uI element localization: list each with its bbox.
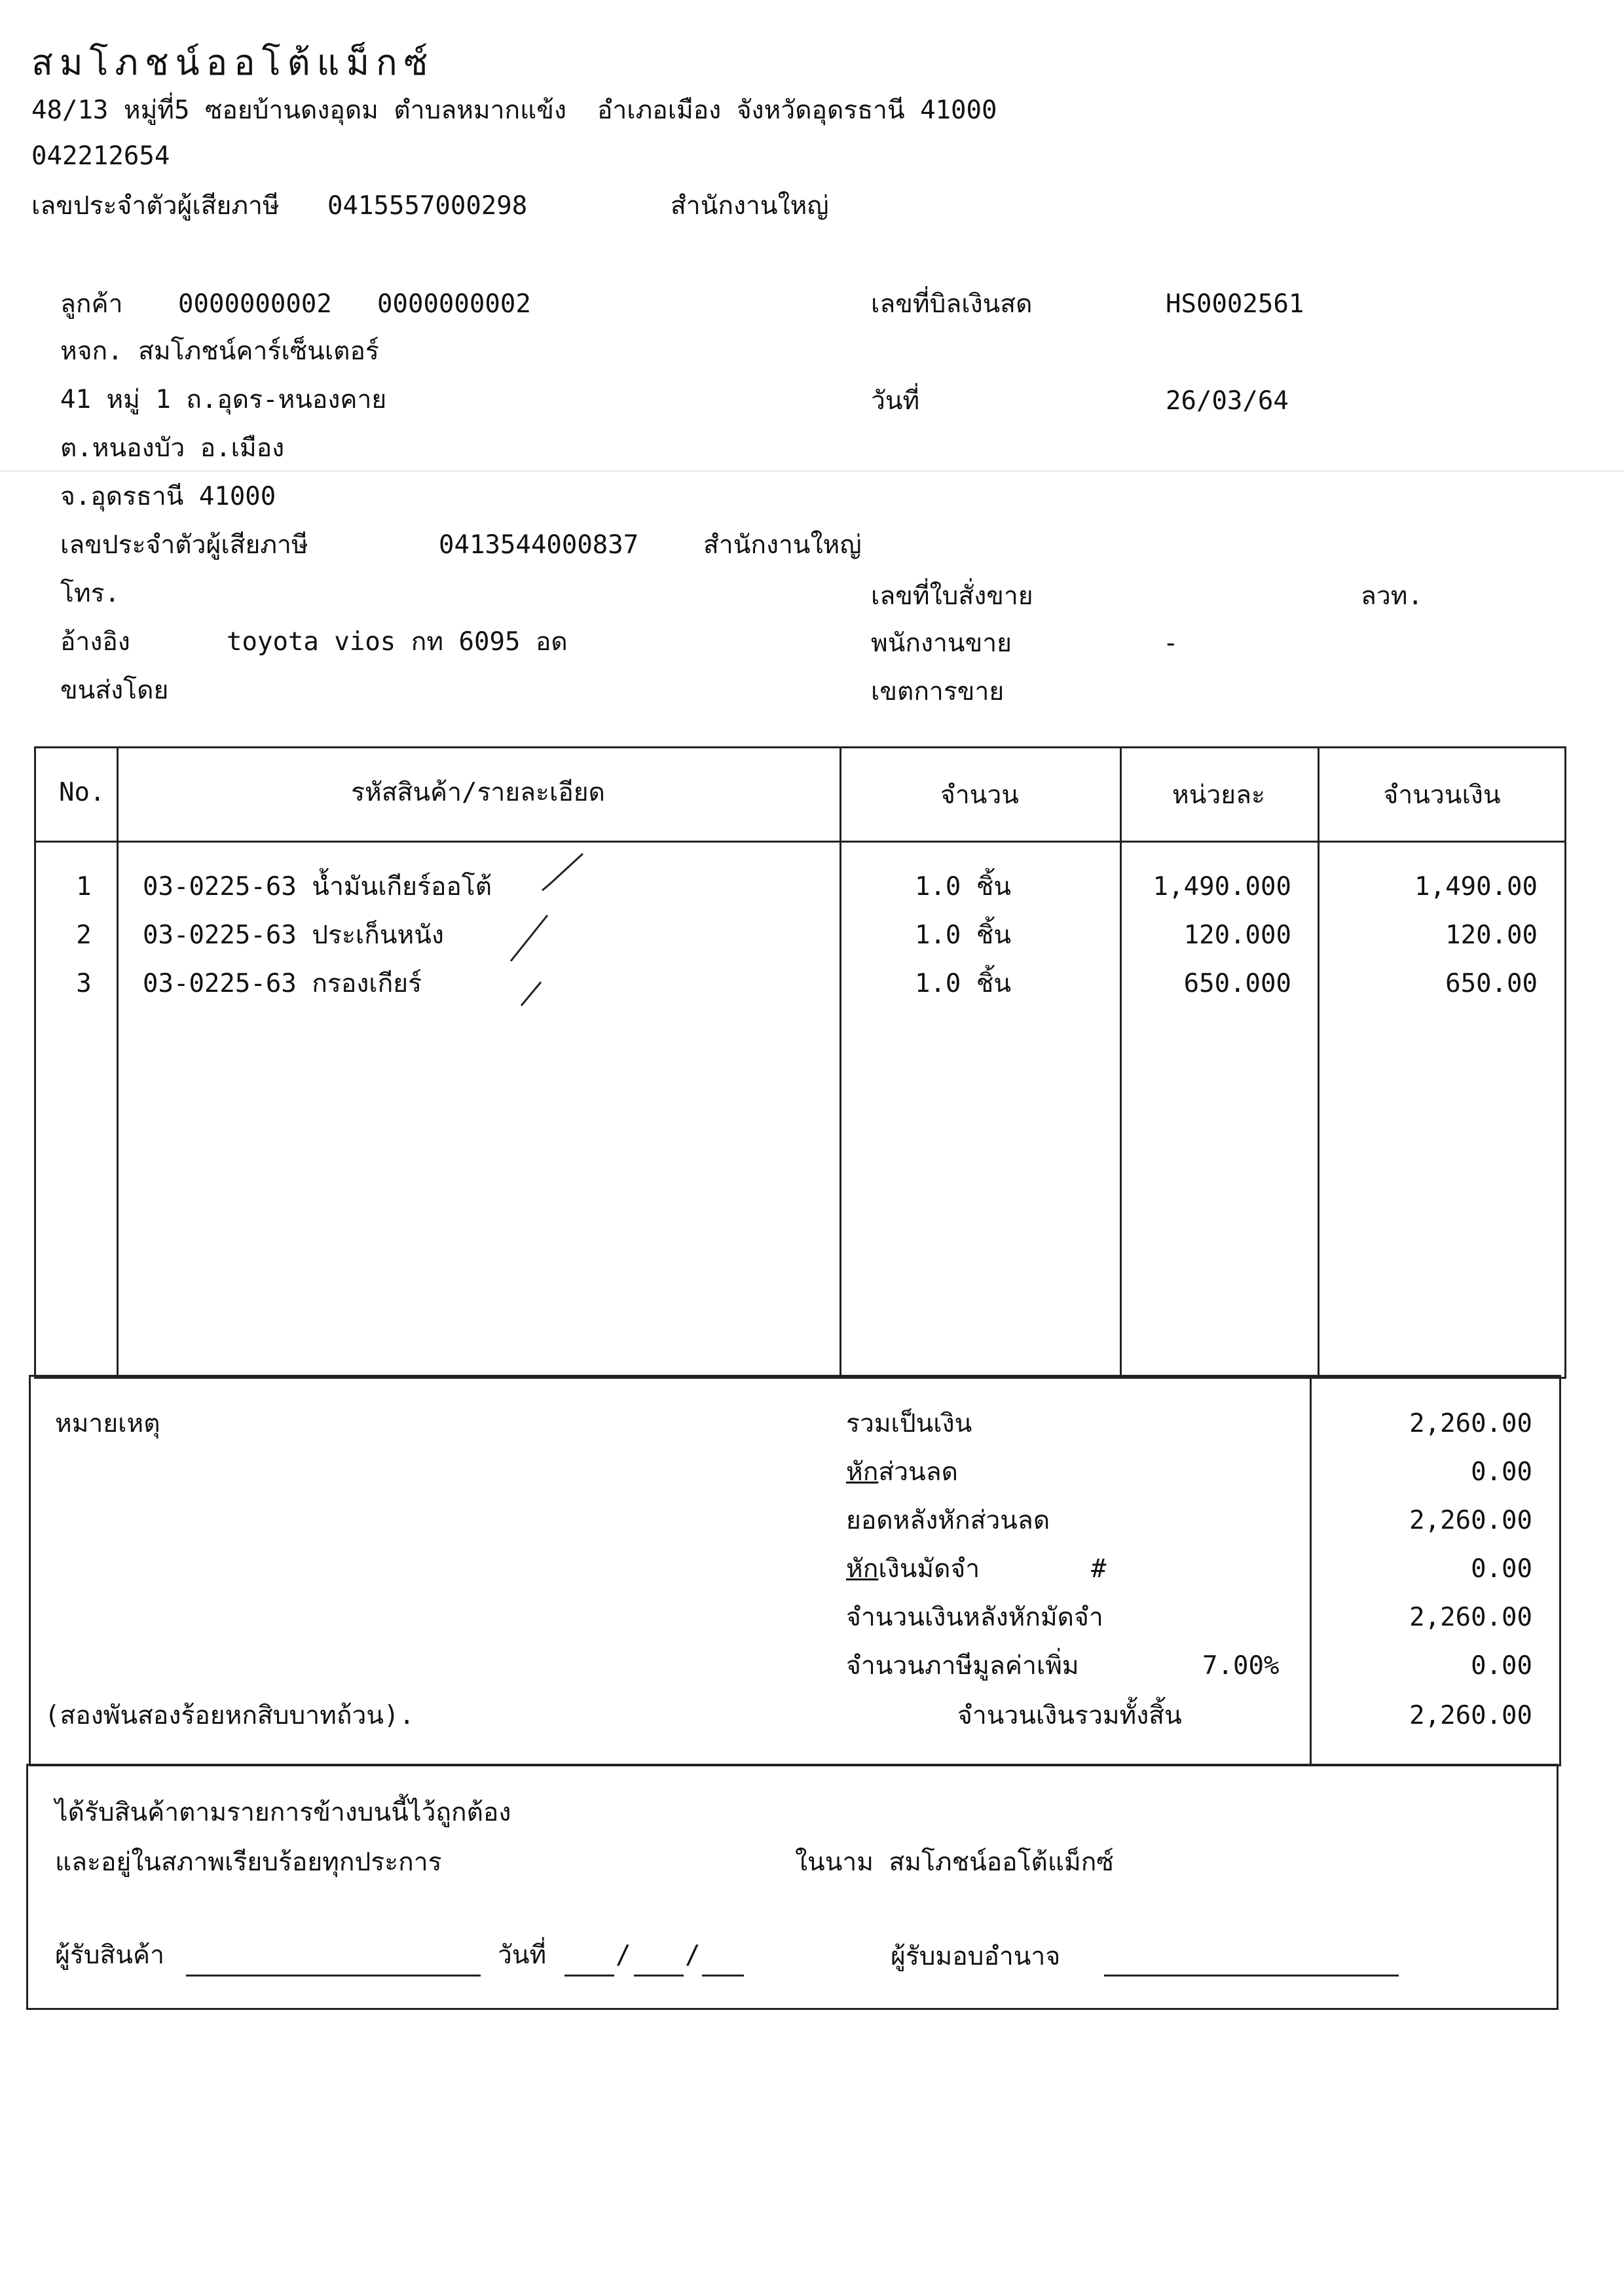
row-qty: 1.0 ชิ้น <box>914 969 1011 998</box>
table-header-divider <box>34 841 1566 843</box>
customer-code-1: 0000000002 <box>178 289 332 319</box>
grand-total-value: 2,260.00 <box>1409 1701 1532 1730</box>
row-no: 2 <box>76 920 92 950</box>
date-separator: / <box>685 1941 701 1970</box>
reference-value: toyota vios กท 6095 อด <box>227 627 568 657</box>
row-no: 3 <box>76 969 92 998</box>
after-discount-label: ยอดหลังหักส่วนลด <box>846 1506 1050 1535</box>
after-discount-value: 2,260.00 <box>1409 1506 1532 1535</box>
receive-date-label: วันที่ <box>498 1941 547 1970</box>
row-item: 03-0225-63 น้ำมันเกียร์ออโต้ <box>143 872 492 902</box>
bill-no-label: เลขที่บิลเงินสด <box>871 289 1033 319</box>
subtotal-value: 2,260.00 <box>1409 1409 1532 1438</box>
row-unit-price: 1,490.000 <box>1153 872 1291 902</box>
authorized-label: ผู้รับมอบอำนาจ <box>891 1942 1061 1971</box>
customer-tax-id: 0413544000837 <box>439 530 639 560</box>
sales-order-label: เลขที่ใบสั่งขาย <box>871 581 1033 611</box>
date-label: วันที่ <box>871 386 920 416</box>
vat-rate: 7.00% <box>1202 1651 1280 1681</box>
company-tax-id-label: เลขประจำตัวผู้เสียภาษี <box>31 191 280 221</box>
customer-branch: สำนักงานใหญ่ <box>703 530 862 560</box>
deposit-label: หักเงินมัดจำ <box>846 1554 980 1584</box>
vat-label: จำนวนภาษีมูลค่าเพิ่ม <box>846 1651 1079 1681</box>
checkmark-icon <box>508 911 554 964</box>
grand-total-label: จำนวนเงินรวมทั้งสิ้น <box>957 1701 1182 1730</box>
customer-label: ลูกค้า <box>60 289 123 319</box>
ack-line-2: และอยู่ในสภาพเรียบร้อยทุกประการ <box>55 1848 442 1877</box>
date-value: 26/03/64 <box>1166 386 1289 416</box>
column-divider <box>1318 746 1320 1379</box>
company-name: สมโภชน์ออโต้แม็กซ์ <box>31 42 435 83</box>
checkmark-icon <box>517 973 557 1010</box>
row-amount: 650.00 <box>1445 969 1538 998</box>
remark-label: หมายเหตุ <box>55 1409 160 1438</box>
bill-no: HS0002561 <box>1166 289 1304 319</box>
summary-divider <box>1310 1375 1312 1766</box>
amount-in-words: (สองพันสองร้อยหกสิบบาทถ้วน). <box>45 1701 415 1730</box>
reference-label: อ้างอิง <box>60 627 130 657</box>
row-unit-price: 120.000 <box>1183 920 1291 950</box>
salesperson-label: พนักงานขาย <box>871 629 1012 658</box>
date-separator: / <box>616 1941 631 1970</box>
row-item: 03-0225-63 ประเก็นหนัง <box>143 920 444 950</box>
company-branch: สำนักงานใหญ่ <box>671 191 829 221</box>
header-amount: จำนวนเงิน <box>1383 780 1501 810</box>
ack-line-1: ได้รับสินค้าตามรายการข้างบนนี้ไว้ถูกต้อง <box>55 1798 511 1827</box>
customer-address-2: ต.หนองบัว อ.เมือง <box>60 433 285 463</box>
company-address: 48/13 หมู่ที่5 ซอยบ้านดงอุดม ตำบลหมากแข้ง อำเภอเมือง จังหวัดอุดรธานี 41000 <box>31 96 997 125</box>
vat-value: 0.00 <box>1471 1651 1532 1681</box>
sales-order-value: ลวท. <box>1361 581 1423 611</box>
company-tax-id: 0415557000298 <box>327 191 528 221</box>
customer-tax-id-label: เลขประจำตัวผู้เสียภาษี <box>60 530 308 560</box>
row-unit-price: 650.000 <box>1183 969 1291 998</box>
discount-label: หักส่วนลด <box>846 1457 958 1487</box>
authorized-signature-line[interactable] <box>1104 1975 1399 1977</box>
customer-code-2: 0000000002 <box>377 289 531 319</box>
header-qty: จำนวน <box>940 780 1019 810</box>
row-qty: 1.0 ชิ้น <box>914 872 1011 902</box>
deposit-value: 0.00 <box>1471 1554 1532 1584</box>
row-amount: 120.00 <box>1445 920 1538 950</box>
shipping-label: ขนส่งโดย <box>60 676 169 705</box>
row-amount: 1,490.00 <box>1414 872 1538 902</box>
after-deposit-label: จำนวนเงินหลังหักมัดจำ <box>846 1603 1103 1632</box>
header-unit-price: หน่วยละ <box>1172 780 1265 810</box>
after-deposit-value: 2,260.00 <box>1409 1603 1532 1632</box>
column-divider <box>840 746 841 1379</box>
receive-month-blank[interactable] <box>634 1975 684 1977</box>
customer-name: หจก. สมโภชน์คาร์เซ็นเตอร์ <box>60 337 379 366</box>
row-item: 03-0225-63 กรองเกียร์ <box>143 969 422 998</box>
subtotal-label: รวมเป็นเงิน <box>846 1409 972 1438</box>
column-divider <box>1120 746 1122 1379</box>
customer-address-3: จ.อุดรธานี 41000 <box>60 482 276 511</box>
customer-phone-label: โทร. <box>60 579 120 608</box>
row-qty: 1.0 ชิ้น <box>914 920 1011 950</box>
deposit-hash: # <box>1091 1554 1107 1584</box>
checkmark-icon <box>537 851 589 903</box>
column-divider <box>117 746 119 1379</box>
scan-artifact <box>0 470 1624 472</box>
salesperson-value: - <box>1163 629 1179 658</box>
header-no: No. <box>59 778 105 807</box>
customer-address-1: 41 หมู่ 1 ถ.อุดร-หนองคาย <box>60 385 387 414</box>
row-no: 1 <box>76 872 92 902</box>
receiver-signature-line[interactable] <box>186 1975 481 1977</box>
sales-area-label: เขตการขาย <box>871 677 1005 706</box>
header-item: รหัสสินค้า/รายละเอียด <box>351 778 605 807</box>
on-behalf-of: ในนาม สมโภชน์ออโต้แม็กซ์ <box>795 1848 1114 1877</box>
receive-day-blank[interactable] <box>564 1975 614 1977</box>
receiver-label: ผู้รับสินค้า <box>55 1941 165 1970</box>
receive-year-blank[interactable] <box>702 1975 744 1977</box>
company-phone: 042212654 <box>31 141 170 171</box>
discount-value: 0.00 <box>1471 1457 1532 1487</box>
